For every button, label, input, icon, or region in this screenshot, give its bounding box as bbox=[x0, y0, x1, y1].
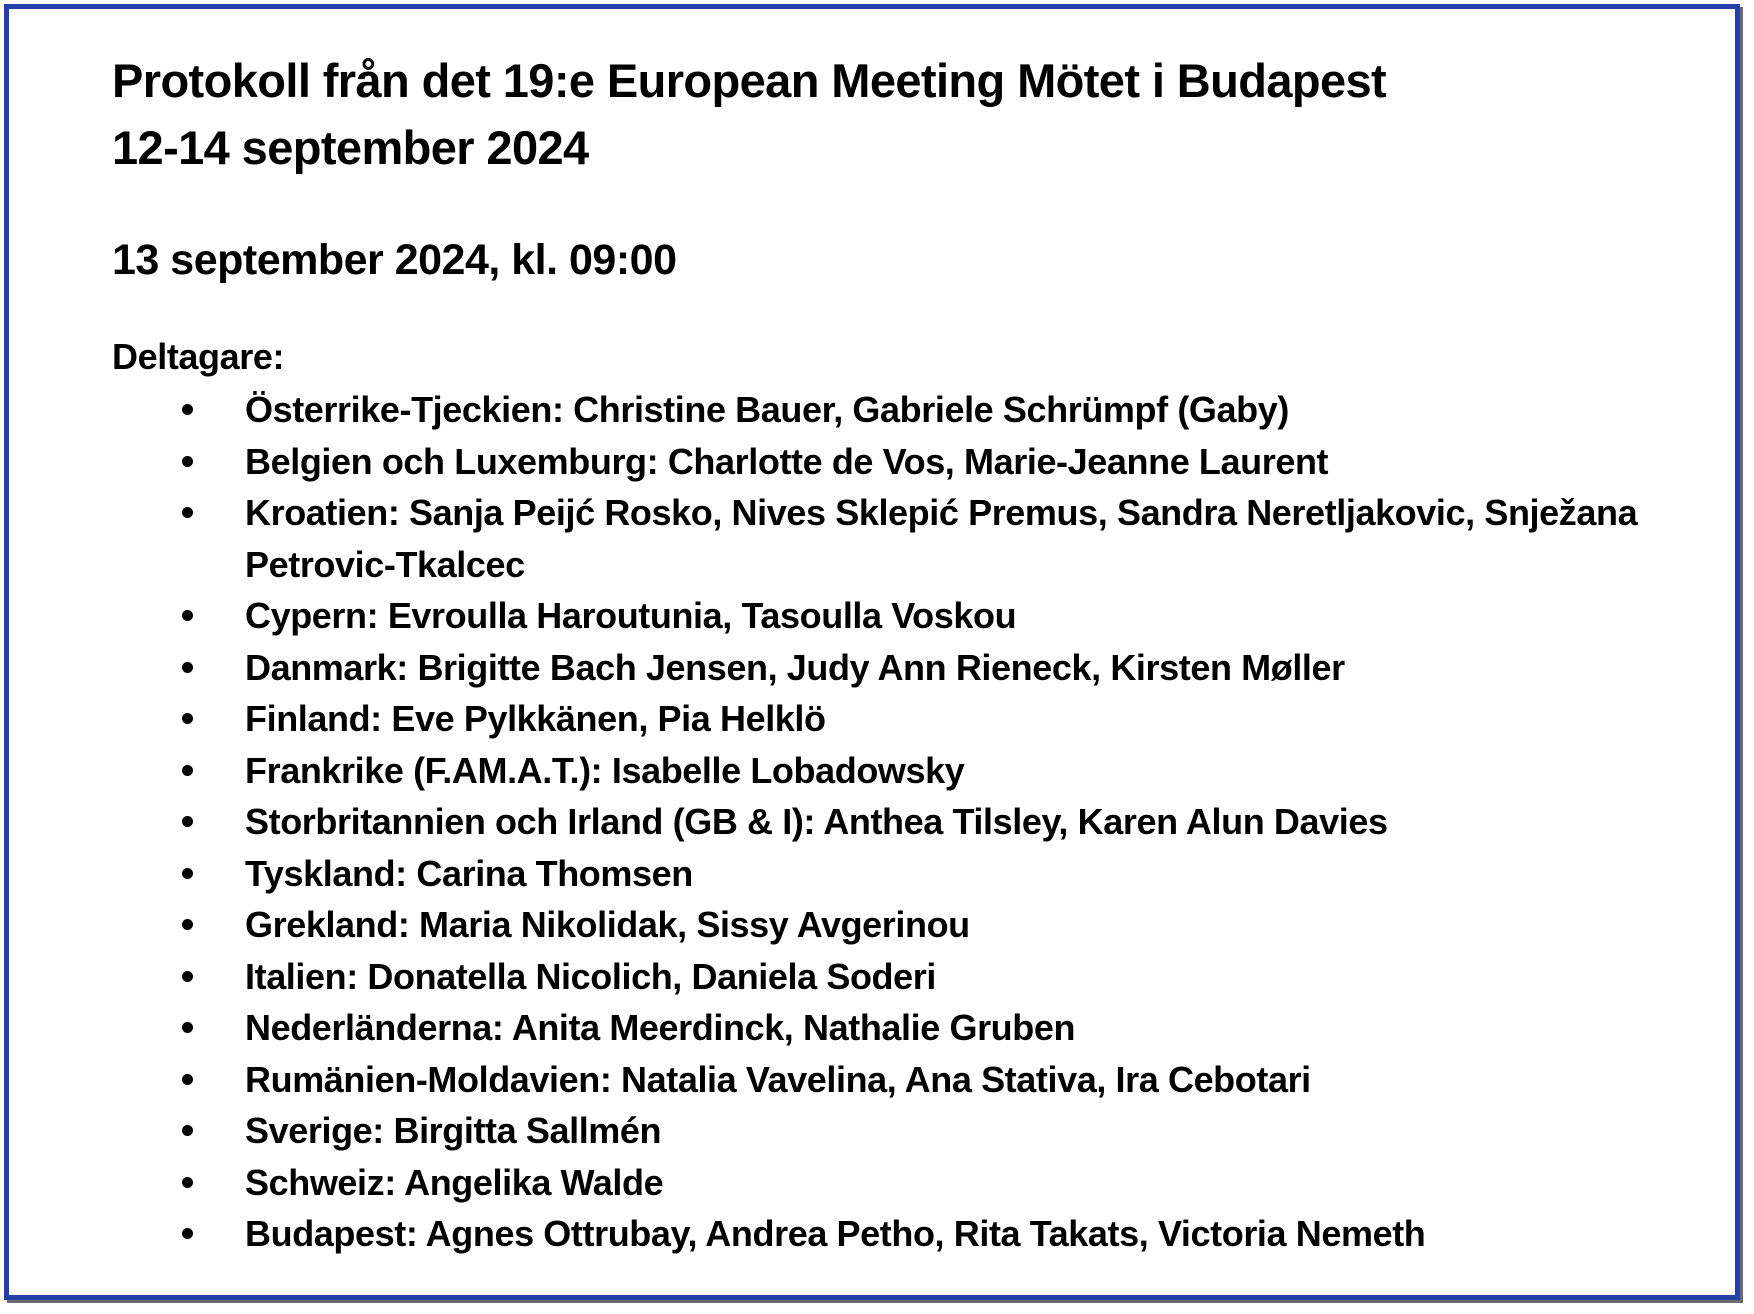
participant-item bbox=[112, 436, 1752, 488]
bullet-icon bbox=[182, 1177, 193, 1188]
participant-text: Finland: Eve Pylkkänen, Pia Helklö bbox=[245, 698, 826, 739]
participant-item bbox=[112, 1054, 1752, 1106]
document-content bbox=[112, 47, 1752, 1260]
participant-item bbox=[112, 796, 1752, 848]
bullet-icon bbox=[182, 1125, 193, 1136]
bullet-icon bbox=[182, 507, 193, 518]
participant-text: Österrike-Tjeckien: Christine Bauer, Gabriele Schrümpf (Gaby) bbox=[245, 389, 1289, 430]
participant-text: Schweiz: Angelika Walde bbox=[245, 1161, 664, 1203]
participant-item bbox=[112, 745, 1752, 797]
document-frame bbox=[4, 4, 1740, 1300]
title-line-1: Protokoll från det 19:e European Meeting Mötet i Budapest bbox=[112, 54, 1387, 107]
bullet-icon bbox=[182, 1022, 193, 1033]
participant-text: Rumänien-Moldavien: Natalia Vavelina, Ana Stativa, Ira Cebotari bbox=[245, 1058, 1311, 1100]
bullet-icon bbox=[182, 610, 193, 621]
participant-text: Italien: Donatella Nicolich, Daniela Soderi bbox=[245, 955, 936, 997]
title-line-2: 12-14 september 2024 bbox=[112, 121, 589, 174]
participant-item bbox=[112, 642, 1752, 694]
participant-item bbox=[112, 487, 1752, 590]
bullet-icon bbox=[182, 404, 193, 415]
participants-heading: Deltagare: bbox=[112, 336, 285, 377]
participant-text: Frankrike (F.AM.A.T.): Isabelle Lobadowsky bbox=[245, 749, 965, 791]
participant-item bbox=[112, 1105, 1752, 1157]
bullet-icon bbox=[182, 919, 193, 930]
participant-text: Cypern: Evroulla Haroutunia, Tasoulla Voskou bbox=[245, 595, 1017, 636]
participant-text: Budapest: Agnes Ottrubay, Andrea Petho, Rita Takats, Victoria Nemeth bbox=[245, 1213, 1426, 1254]
participant-item bbox=[112, 951, 1752, 1003]
participant-text: Nederländerna: Anita Meerdinck, Nathalie Gruben bbox=[245, 1007, 1076, 1048]
participant-text: Danmark: Brigitte Bach Jensen, Judy Ann Rieneck, Kirsten Møller bbox=[245, 646, 1345, 688]
bullet-icon bbox=[182, 868, 193, 879]
participant-item bbox=[112, 899, 1752, 951]
participant-text: Belgien och Luxemburg: Charlotte de Vos, Marie-Jeanne Laurent bbox=[245, 440, 1329, 482]
participant-text: Storbritannien och Irland (GB & I): Anthea Tilsley, Karen Alun Davies bbox=[245, 801, 1388, 842]
participant-text: Sverige: Birgitta Sallmén bbox=[245, 1110, 662, 1151]
meeting-date: 13 september 2024, kl. 09:00 bbox=[112, 236, 677, 284]
bullet-icon bbox=[182, 456, 193, 467]
participant-item bbox=[112, 384, 1752, 436]
bullet-icon bbox=[182, 971, 193, 982]
participant-item bbox=[112, 1157, 1752, 1209]
participant-item bbox=[112, 1002, 1752, 1054]
participant-item bbox=[112, 693, 1752, 745]
participant-item bbox=[112, 848, 1752, 900]
participant-item bbox=[112, 590, 1752, 642]
participant-text: Tyskland: Carina Thomsen bbox=[245, 852, 693, 894]
participant-item bbox=[112, 1208, 1752, 1260]
participant-text: Grekland: Maria Nikolidak, Sissy Avgerinou bbox=[245, 904, 970, 945]
bullet-icon bbox=[182, 1074, 193, 1085]
bullet-icon bbox=[182, 1228, 193, 1239]
bullet-icon bbox=[182, 816, 193, 827]
bullet-icon bbox=[182, 662, 193, 673]
bullet-icon bbox=[182, 765, 193, 776]
participant-text: Kroatien: Sanja Peijć Rosko, Nives Sklepić Premus, Sandra Neretljakovic, Snježana Petrovic-Tkalcec bbox=[245, 492, 1638, 585]
document-title bbox=[112, 47, 1752, 181]
participants-list bbox=[112, 384, 1752, 1260]
bullet-icon bbox=[182, 713, 193, 724]
